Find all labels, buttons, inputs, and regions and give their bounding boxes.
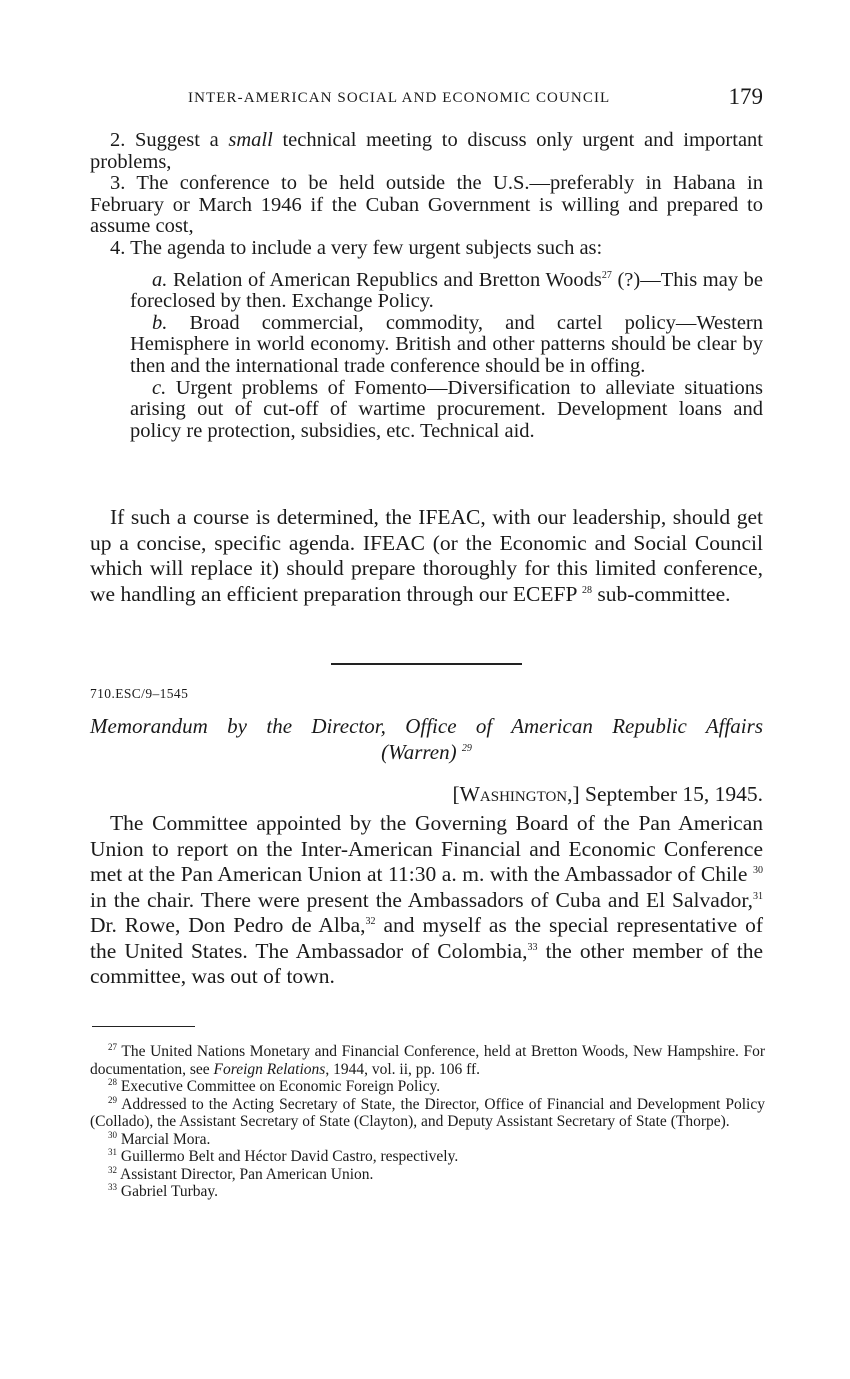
footnote-29: $^{29}$ Addressed to the Acting Secretary of State, the Director, Office of Financial and Development Policy (Collado), the Assistant Secretary of State (Clayton), and Deputy Assistant Secretary of State (Thorpe).	[90, 1094, 765, 1130]
footnote-33: $^{33}$ Gabriel Turbay.	[108, 1181, 219, 1200]
list-item-2: 2. Suggest a small technical meeting to discuss only urgent and important problems,	[90, 129, 763, 173]
dateline	[452, 782, 763, 807]
footnote-ref-30: 30	[753, 864, 763, 876]
paragraph-committee: The Committee appointed by the Governing Board of the Pan American Union to report on the Inter-American Financial and Economic Conference met at the Pan American Union at 11:30 a. m. with the Ambassador of Chile $^{30}$ in the chair. There were present the Ambassadors of Cuba and El Salvador,$^{31}$ Dr. Rowe, Don Pedro de Alba,$^{32}$ and myself as the special representative of the United States. The Ambassador of Colombia,$^{33}$ the other member of the committee, was out of town.	[90, 811, 763, 988]
section-divider	[331, 663, 522, 665]
footnote-rule	[92, 1026, 195, 1027]
footnotes	[90, 1043, 765, 1201]
list-item-4: 4. The agenda to include a very few urgent subjects such as:	[110, 236, 603, 259]
footnote-ref-33: 33	[527, 941, 538, 953]
footnote-ref-29: 29	[461, 743, 472, 754]
footnote-ref-31: 31	[753, 890, 763, 902]
file-number: 710.ESC/9–1545	[90, 686, 189, 701]
date-place: [Washington,]	[452, 782, 580, 806]
memo-heading-line2: (Warren) $^{29}$	[381, 740, 472, 764]
footnote-ref-27: 27	[601, 269, 612, 281]
closing-paragraph	[90, 505, 763, 607]
paragraph-ifeac: If such a course is determined, the IFEAC, with our leadership, should get up a concise, specific agenda. IFEAC (or the Economic and Social Council which will replace it) should prepare thoroughly for this limited conference, we handling an efficient preparation through our ECEFP $^{28}$ sub-committee.	[90, 505, 763, 606]
running-title: INTER-AMERICAN SOCIAL AND ECONOMIC COUNCIL	[188, 90, 611, 106]
sub-item-a: a. Relation of American Republics and Bretton Woods$^{27}$ (?)—This may be foreclosed by then. Exchange Policy.	[130, 268, 764, 313]
memo-heading-line1: Memorandum by the Director, Office of American Republic Affairs	[90, 714, 763, 738]
footnote-31: $^{31}$ Guillermo Belt and Héctor David Castro, respectively.	[108, 1146, 459, 1165]
footnote-30: $^{30}$ Marcial Mora.	[108, 1129, 211, 1148]
memo-body	[90, 811, 763, 990]
emphasis-small: small	[228, 129, 273, 151]
footnote-28: $^{28}$ Executive Committee on Economic Foreign Policy.	[108, 1076, 441, 1095]
date: September 15, 1945.	[579, 782, 763, 806]
memo-heading	[90, 713, 763, 765]
page-number: 179	[728, 84, 763, 109]
agenda-list	[90, 130, 763, 442]
agenda-sub-list	[90, 270, 763, 443]
footnote-32: $^{32}$ Assistant Director, Pan American Union.	[108, 1164, 374, 1183]
footnote-ref-32: 32	[365, 915, 376, 927]
running-head	[188, 84, 763, 114]
sub-item-b: b. Broad commercial, commodity, and cartel policy—Western Hemisphere in world economy. British and other patterns should be clear by then and the international trade conference should be in offing.	[130, 311, 763, 377]
sub-item-c: c. Urgent problems of Fomento—Diversification to alleviate situations arising out of cut-off of wartime procurement. Development loans and policy re protection, subsidies, etc. Technical aid.	[130, 376, 763, 442]
footnote-ref-28: 28	[582, 584, 592, 596]
footnote-27: $^{27}$ The United Nations Monetary and Financial Conference, held at Bretton Woods, New Hampshire. For documentation, see Foreign Relations, 1944, vol. ii, pp. 106 ff.	[90, 1041, 765, 1078]
list-item-3: 3. The conference to be held outside the U.S.—preferably in Habana in February or March 1946 if the Cuban Government is willing and prepared to assume cost,	[90, 172, 763, 238]
